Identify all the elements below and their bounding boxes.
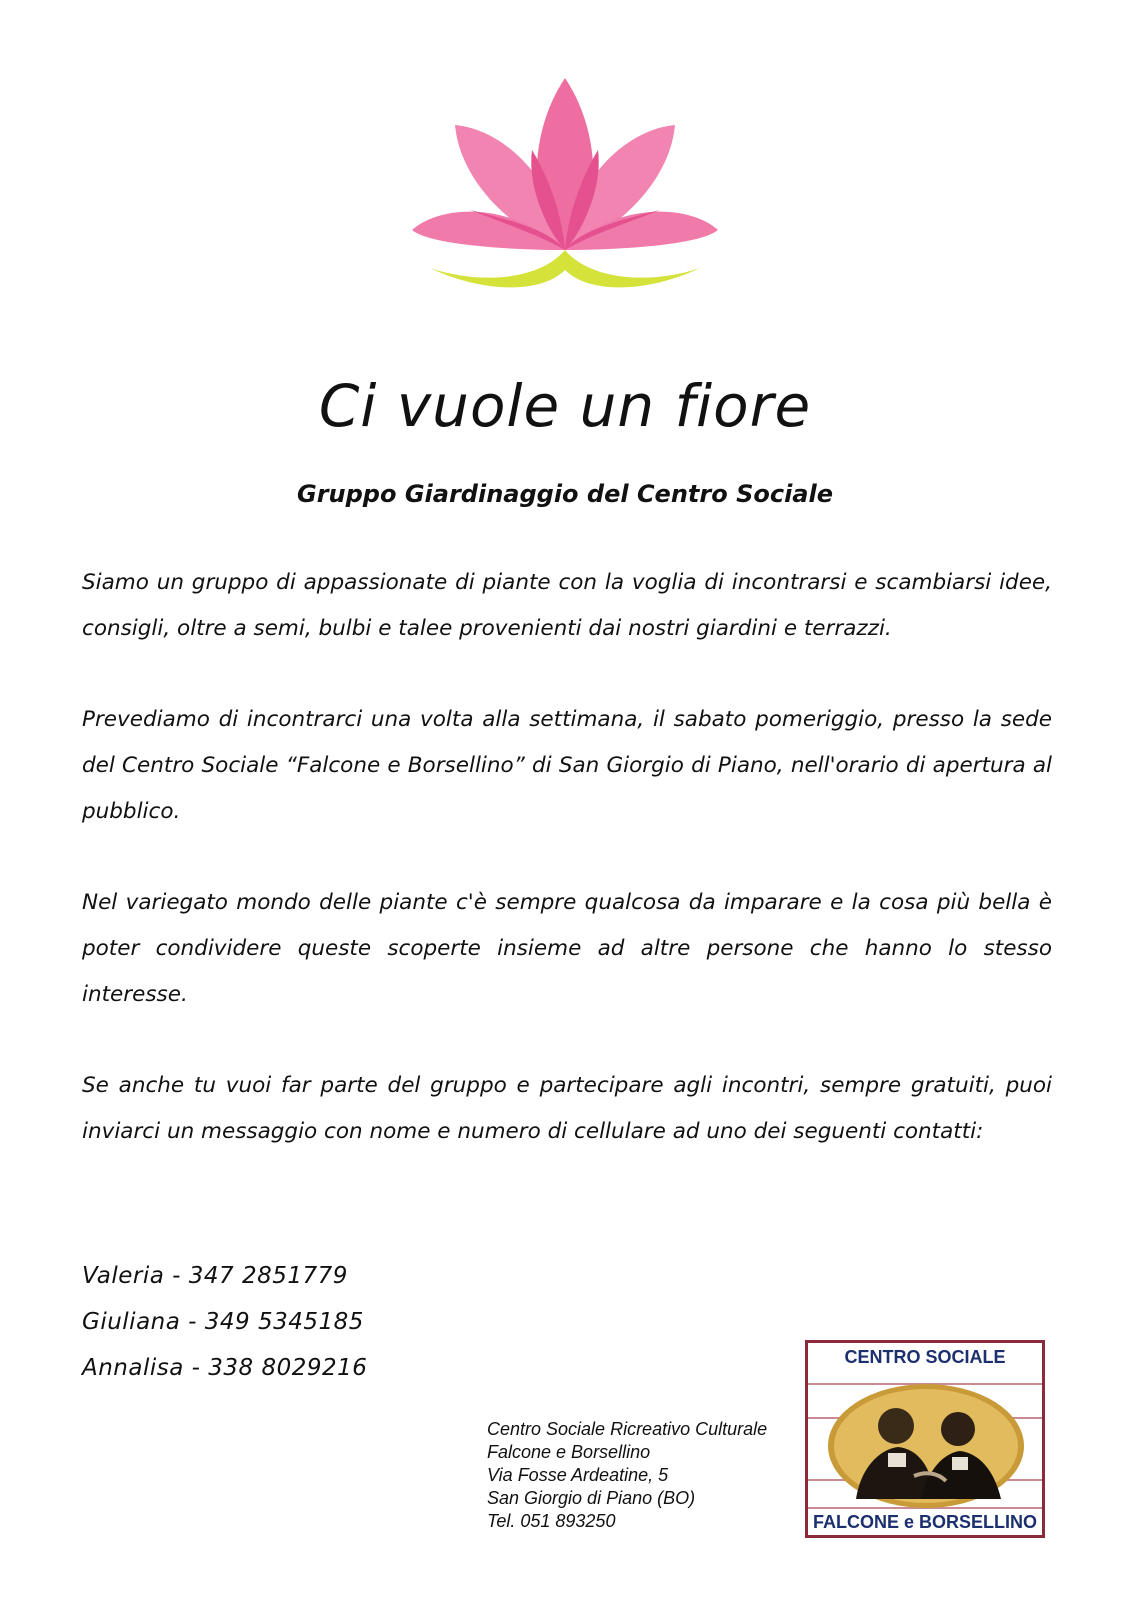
address-line: Centro Sociale Ricreativo Culturale bbox=[487, 1419, 768, 1439]
badge-bottom-label: FALCONE e BORSELLINO bbox=[812, 1512, 1037, 1532]
address-line: Falcone e Borsellino bbox=[487, 1442, 651, 1462]
page-title: Ci vuole un fiore bbox=[318, 372, 812, 440]
centro-sociale-badge bbox=[805, 1340, 1045, 1538]
lotus-logo-icon bbox=[400, 70, 730, 300]
address-line: Tel. 051 893250 bbox=[487, 1511, 616, 1531]
body-text bbox=[82, 560, 1052, 1200]
address-block bbox=[487, 1418, 767, 1533]
contact-item: Annalisa - 338 8029216 bbox=[82, 1355, 368, 1381]
address-line: Via Fosse Ardeatine, 5 bbox=[487, 1465, 669, 1485]
address-line: San Giorgio di Piano (BO) bbox=[487, 1488, 696, 1508]
paragraph: Nel variegato mondo delle piante c'è sempre qualcosa da imparare e la cosa più bella è poter condividere queste scoperte insieme ad altre persone che hanno lo stesso interesse. bbox=[82, 890, 1052, 1007]
contact-item: Valeria - 347 2851779 bbox=[82, 1263, 348, 1289]
paragraph: Se anche tu vuoi far parte del gruppo e partecipare agli incontri, sempre gratuiti, puoi inviarci un messaggio con nome e numero di cellulare ad uno dei seguenti contatti: bbox=[82, 1073, 1052, 1144]
portrait-photo-icon bbox=[826, 1381, 1026, 1511]
paragraph: Siamo un gruppo di appassionate di piante con la voglia di incontrarsi e scambiarsi idee, consigli, oltre a semi, bulbi e talee provenienti dai nostri giardini e terrazzi. bbox=[82, 570, 1052, 641]
badge-top-label: CENTRO SOCIALE bbox=[844, 1347, 1006, 1367]
contact-item: Giuliana - 349 5345185 bbox=[82, 1309, 364, 1335]
contact-list bbox=[82, 1253, 367, 1391]
page-subtitle: Gruppo Giardinaggio del Centro Sociale bbox=[297, 480, 833, 508]
paragraph: Prevediamo di incontrarci una volta alla settimana, il sabato pomeriggio, presso la sede del Centro Sociale “Falcone e Borsellino” di San Giorgio di Piano, nell'orario di apertura al pubblico. bbox=[82, 707, 1052, 824]
